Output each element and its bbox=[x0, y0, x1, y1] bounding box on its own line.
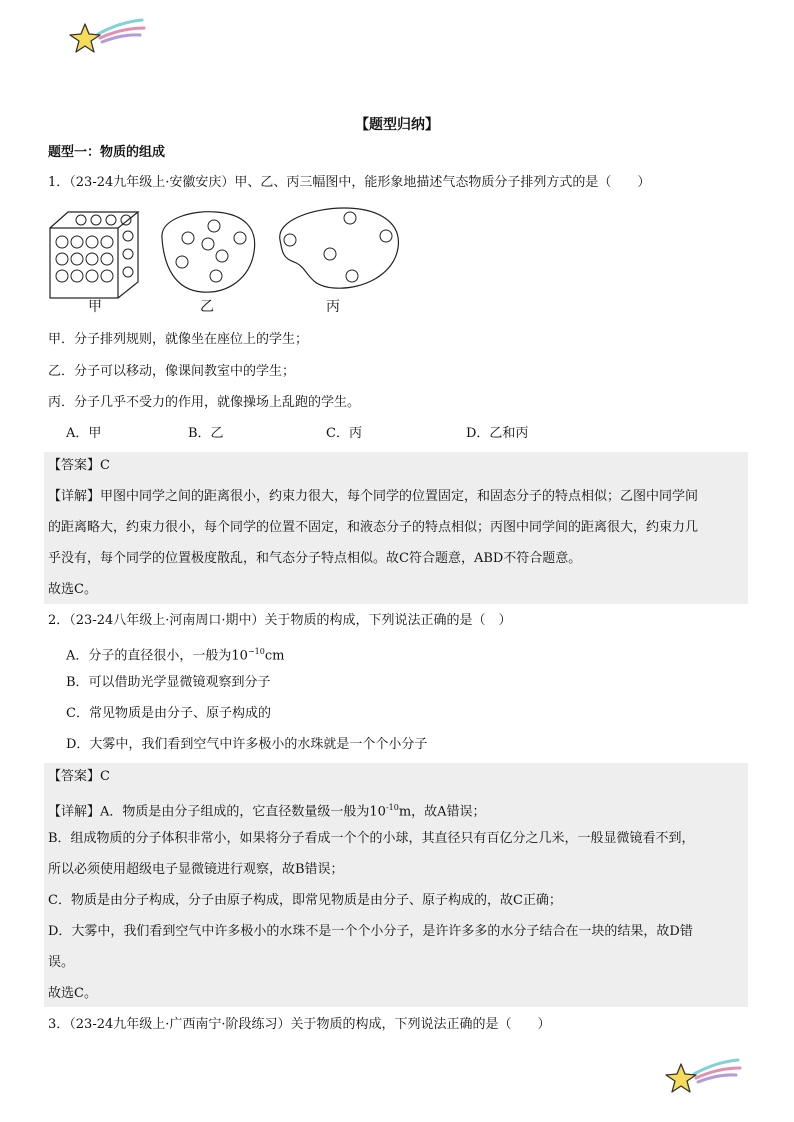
q1-detail-line: 的距离略大，约束力很小，每个同学的位置不固定，和液态分子的特点相似；丙图中同学间的距离很大，约束力几 bbox=[48, 520, 699, 535]
figure-label-jia: 甲 bbox=[88, 299, 102, 315]
q1-note-jia: 甲．分子排列规则，就像坐在座位上的学生； bbox=[48, 332, 309, 347]
q1-detail-line: 乎没有，每个同学的位置极度散乱，和气态分子特点相似。故C符合题意，ABD不符合题意。 bbox=[48, 551, 582, 566]
q3-stem: 3．（23-24九年级上·广西南宁·阶段练习）关于物质的构成，下列说法正确的是（ ） bbox=[48, 1017, 551, 1032]
q1-detail-line: 故选C。 bbox=[48, 582, 97, 597]
q1-note-bing: 丙．分子几乎不受力的作用，就像操场上乱跑的学生。 bbox=[48, 395, 361, 410]
q1-option-a: A．甲 bbox=[66, 426, 102, 441]
figure-liquid-blob bbox=[154, 208, 264, 298]
q1-option-c: C．丙 bbox=[326, 426, 362, 441]
q1-note-yi: 乙．分子可以移动，像课间教室中的学生； bbox=[48, 364, 296, 379]
figure-label-yi: 乙 bbox=[200, 299, 214, 315]
q1-detail-line: 【详解】甲图中同学之间的距离很小，约束力很大，每个同学的位置固定，和固态分子的特点相似；乙图中同学间 bbox=[48, 489, 699, 504]
q2-detail-line: C．物质是由分子构成，分子由原子构成，即常见物质是由分子、原子构成的，故C正确； bbox=[48, 893, 562, 908]
shooting-star-icon bbox=[664, 1054, 742, 1098]
page-title: 【题型归纳】 bbox=[355, 117, 439, 133]
q1-answer: 【答案】C bbox=[48, 458, 110, 473]
section-heading: 题型一：物质的组成 bbox=[48, 145, 166, 160]
q2-detail-line: 【详解】A．物质是由分子组成的，它直径数量级一般为$10^{-10}m$，故A错误； bbox=[48, 803, 486, 820]
q1-stem: 1．（23-24九年级上·安徽安庆）甲、乙、丙三幅图中，能形象地描述气态物质分子排列方式的是（ ） bbox=[48, 175, 651, 190]
figure-gas-blob bbox=[274, 204, 404, 296]
q1-option-b: B．乙 bbox=[188, 426, 224, 441]
q2-stem: 2．（23-24八年级上·河南周口·期中）关于物质的构成，下列说法正确的是（ ） bbox=[48, 613, 512, 628]
shooting-star-icon bbox=[68, 14, 146, 58]
q2-option-d: D．大雾中，我们看到空气中许多极小的水珠就是一个个小分子 bbox=[66, 737, 428, 752]
figure-solid-cube bbox=[48, 210, 148, 302]
q2-option-a: A．分子的直径很小，一般为$10^{-10}cm$ bbox=[66, 647, 285, 664]
q2-detail-line: D．大雾中，我们看到空气中许多极小的水珠不是一个个小分子，是许许多多的水分子结合在一块的结果，故D错 bbox=[48, 924, 693, 939]
q2-option-c: C．常见物质是由分子、原子构成的 bbox=[66, 706, 271, 721]
q2-detail-line: 故选C。 bbox=[48, 986, 97, 1001]
q2-detail-line: 所以必须使用超级电子显微镜进行观察，故B错误； bbox=[48, 862, 344, 877]
q2-option-b: B．可以借助光学显微镜观察到分子 bbox=[66, 675, 271, 690]
q2-answer: 【答案】C bbox=[48, 769, 110, 784]
figure-label-bing: 丙 bbox=[326, 299, 340, 315]
q2-detail-line: 误。 bbox=[48, 955, 75, 970]
q2-detail-line: B．组成物质的分子体积非常小，如果将分子看成一个个的小球，其直径只有百亿分之几米，一般显微镜看不到， bbox=[48, 831, 695, 846]
q1-option-d: D．乙和丙 bbox=[466, 426, 529, 441]
